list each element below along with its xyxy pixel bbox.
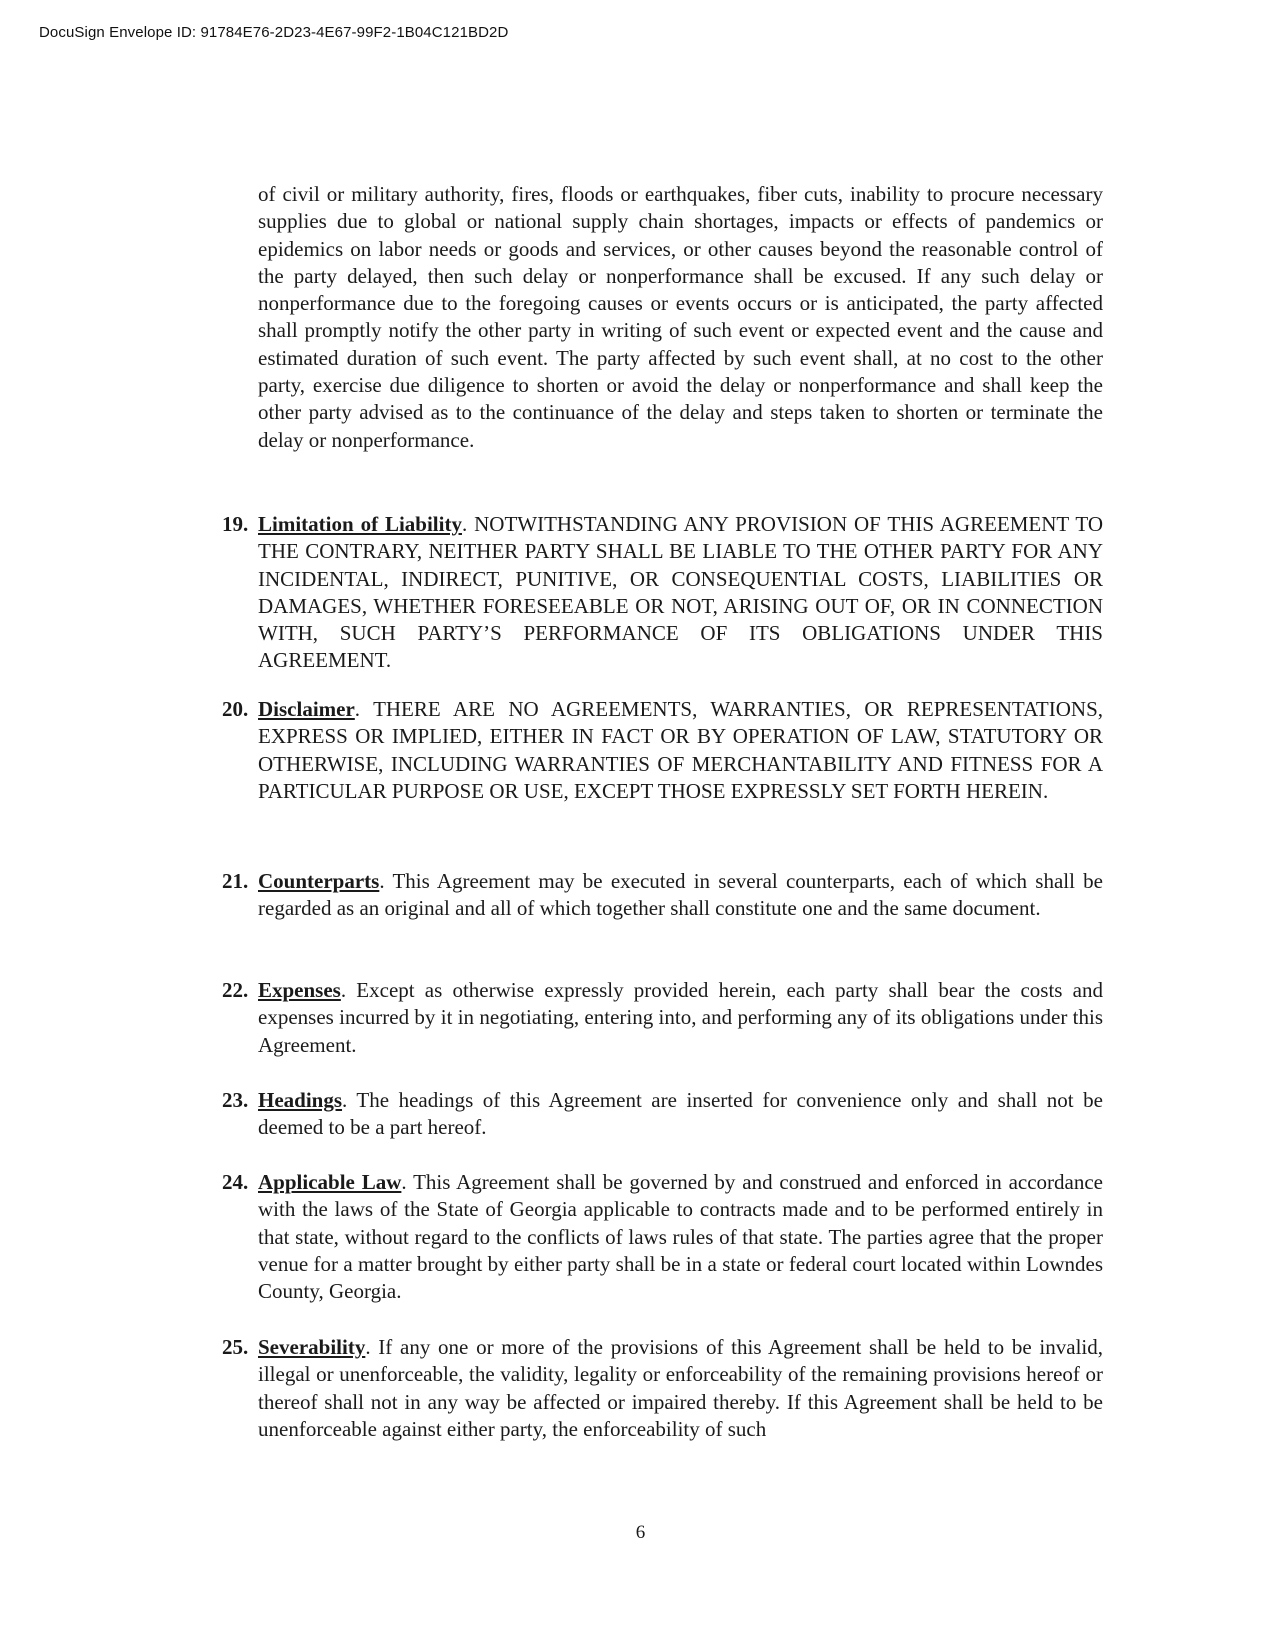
section-body xyxy=(258,1087,1103,1142)
section-22-expenses xyxy=(222,977,1103,1059)
section-21-counterparts xyxy=(222,868,1103,923)
section-heading: Counterparts xyxy=(258,869,380,893)
docusign-envelope-id: DocuSign Envelope ID: 91784E76-2D23-4E67-99F2-1B04C121BD2D xyxy=(39,24,509,41)
section-text: . NOTWITHSTANDING ANY PROVISION OF THIS AGREEMENT TO THE CONTRARY, NEITHER PARTY SHALL BE LIABLE TO THE OTHER PARTY FOR ANY INCIDENTAL, INDIRECT, PUNITIVE, OR CONSEQUENTIAL COSTS, LIABILITIES OR DAMAGES, WHETHER FORESEEABLE OR NOT, ARISING OUT OF, OR IN CONNECTION WITH, SUCH PARTY’S PERFORMANCE OF ITS OBLIGATIONS UNDER THIS AGREEMENT. xyxy=(258,512,1104,673)
section-heading: Severability xyxy=(258,1335,366,1359)
section-body xyxy=(258,1169,1103,1305)
section-body xyxy=(258,868,1103,923)
section-24-applicable-law xyxy=(222,1169,1103,1305)
section-text: . THERE ARE NO AGREEMENTS, WARRANTIES, OR REPRESENTATIONS, EXPRESS OR IMPLIED, EITHER IN FACT OR BY OPERATION OF LAW, STATUTORY OR OTHERWISE, INCLUDING WARRANTIES OF MERCHANTABILITY AND FITNESS FOR A PARTICULAR PURPOSE OR USE, EXCEPT THOSE EXPRESSLY SET FORTH HEREIN. xyxy=(258,697,1103,803)
section-23-headings xyxy=(222,1087,1103,1142)
section-heading: Disclaimer xyxy=(258,697,355,721)
section-text: . This Agreement shall be governed by and construed and enforced in accordance with the laws of the State of Georgia applicable to contracts made and to be performed entirely in that state, without regard to the conflicts of laws rules of that state. The parties agree that the proper venue for a matter brought by either party shall be in a state or federal court located within Lowndes County, Georgia. xyxy=(258,1170,1103,1304)
section-heading: Limitation of Liability xyxy=(258,512,462,536)
section-heading: Headings xyxy=(258,1088,343,1112)
section-number: 25. xyxy=(222,1335,249,1359)
force-majeure-continuation: of civil or military authority, fires, floods or earthquakes, fiber cuts, inability to procure necessary supplies due to global or national supply chain shortages, impacts or effects of pandemics or epidemics on labor needs or goods and services, or other causes beyond the reasonable control of the party delayed, then such delay or nonperformance shall be excused. If any such delay or nonperformance due to the foregoing causes or events occurs or is anticipated, the party affected shall promptly notify the other party in writing of such event or expected event and the cause and estimated duration of such event. The party affected by such event shall, at no cost to the other party, exercise due diligence to shorten or avoid the delay or nonperformance and shall keep the other party advised as to the continuance of the delay and steps taken to shorten or terminate the delay or nonperformance. xyxy=(258,182,1103,452)
section-text: . Except as otherwise expressly provided herein, each party shall bear the costs and expenses incurred by it in negotiating, entering into, and performing any of its obligations under this Agreement. xyxy=(258,978,1103,1057)
section-body xyxy=(258,1334,1103,1443)
section-25-severability xyxy=(222,1334,1103,1443)
page-number: 6 xyxy=(635,1522,646,1543)
section-heading: Applicable Law xyxy=(258,1170,402,1194)
section-number: 19. xyxy=(222,512,249,536)
section-number: 22. xyxy=(222,978,249,1002)
section-text: . The headings of this Agreement are inserted for convenience only and shall not be deemed to be a part hereof. xyxy=(258,1088,1103,1140)
section-text: . This Agreement may be executed in several counterparts, each of which shall be regarded as an original and all of which together shall constitute one and the same document. xyxy=(258,869,1103,921)
section-body xyxy=(258,977,1103,1059)
section-number: 21. xyxy=(222,869,249,893)
section-number: 20. xyxy=(222,697,249,721)
section-number: 23. xyxy=(222,1088,249,1112)
section-body xyxy=(258,696,1103,805)
section-20-disclaimer xyxy=(222,696,1103,805)
section-body xyxy=(258,511,1103,675)
section-heading: Expenses xyxy=(258,978,341,1002)
section-19-limitation-of-liability xyxy=(222,511,1103,675)
section-text: . If any one or more of the provisions of this Agreement shall be held to be invalid, illegal or unenforceable, the validity, legality or enforceability of the remaining provisions hereof or thereof shall not in any way be affected or impaired thereby. If this Agreement shall be held to be unenforceable against either party, the enforceability of such xyxy=(258,1335,1103,1441)
section-number: 24. xyxy=(222,1170,249,1194)
